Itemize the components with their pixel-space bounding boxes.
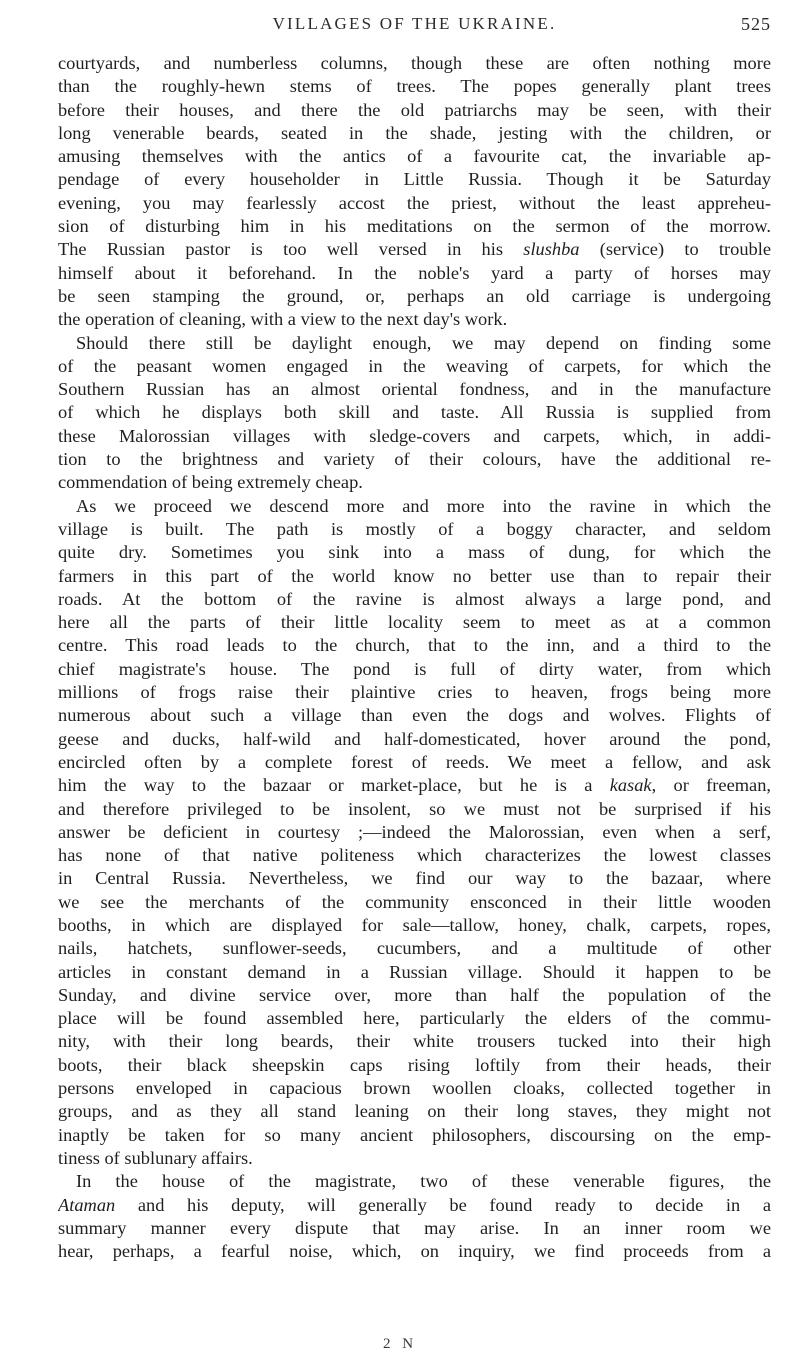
line-text: tiness of sublunary affairs. <box>58 1147 253 1168</box>
text-line <box>58 75 771 98</box>
text-line <box>58 728 771 751</box>
text-line <box>58 681 771 704</box>
line-text: In the house of the magistrate, two of these venerable figures, the <box>76 1171 771 1192</box>
text-line <box>58 844 771 867</box>
text-line <box>58 821 771 844</box>
line-text: in Central Russia. Nevertheless, we find our way to the bazaar, where <box>58 868 771 889</box>
text-line <box>58 914 771 937</box>
line-text: nails, hatchets, sunflower-seeds, cucumbers, and a multitude of other <box>58 938 771 959</box>
text-line <box>58 984 771 1007</box>
text-line <box>58 262 771 285</box>
text-line <box>58 541 771 564</box>
line-text: chief magistrate's house. The pond is full of dirty water, from which <box>58 658 771 679</box>
line-text: amusing themselves with the antics of a favourite cat, the invariable ap- <box>58 146 771 167</box>
line-text: answer be deficient in courtesy ;—indeed the Malorossian, even when a serf, <box>58 821 771 842</box>
line-text: Sunday, and divine service over, more than half the population of the <box>58 984 771 1005</box>
line-text: place will be found assembled here, particularly the elders of the commu- <box>58 1008 771 1029</box>
page-number: 525 <box>741 14 771 34</box>
text-line <box>58 308 771 331</box>
text-line <box>58 355 771 378</box>
italic-term: slushba <box>523 239 580 260</box>
text-line <box>58 471 771 494</box>
line-text: booths, in which are displayed for sale—tallow, honey, chalk, carpets, ropes, <box>58 914 771 935</box>
line-text: persons enveloped in capacious brown woollen cloaks, collected together in <box>58 1078 771 1099</box>
line-text: the operation of cleaning, with a view to the next day's work. <box>58 309 508 330</box>
line-text: has none of that native politeness which characterizes the lowest classes <box>58 845 771 866</box>
line-text: these Malorossian villages with sledge-covers and carpets, which, in addi- <box>58 425 771 446</box>
line-text: sion of disturbing him in his meditations on the sermon of the morrow. <box>58 216 771 237</box>
text-line <box>58 215 771 238</box>
text-line <box>58 1217 771 1240</box>
text-line <box>58 378 771 401</box>
italic-term: Ataman <box>58 1194 116 1215</box>
running-title: VILLAGES OF THE UKRAINE. <box>272 14 557 33</box>
text-line <box>58 1077 771 1100</box>
text-line <box>58 1147 771 1170</box>
text-line <box>58 1007 771 1030</box>
running-head <box>58 14 771 44</box>
text-line <box>58 588 771 611</box>
text-line <box>58 937 771 960</box>
text-line <box>58 774 771 797</box>
text-line <box>58 1030 771 1053</box>
line-text: we see the merchants of the community ensconced in their little wooden <box>58 891 771 912</box>
line-text: pendage of every householder in Little Russia. Though it be Saturday <box>58 169 771 190</box>
line-text: farmers in this part of the world know no better use than to repair their <box>58 565 771 586</box>
line-text: roads. At the bottom of the ravine is almost always a large pond, and <box>58 588 771 609</box>
line-text: himself about it beforehand. In the noble's yard a party of horses may <box>58 262 771 283</box>
text-line <box>58 704 771 727</box>
text-line <box>58 634 771 657</box>
line-text: be seen stamping the ground, or, perhaps an old carriage is undergoing <box>58 285 771 306</box>
signature-mark: 2 N <box>382 1336 418 1352</box>
line-text: centre. This road leads to the church, that to the inn, and a third to the <box>58 635 771 656</box>
line-text-continued: and his deputy, will generally be found ready to decide in a <box>115 1194 771 1215</box>
text-line <box>58 238 771 261</box>
italic-term: kasak <box>609 775 652 796</box>
line-text: Southern Russian has an almost oriental fondness, and in the manufacture <box>58 379 771 400</box>
line-text: commendation of being extremely cheap. <box>58 472 363 493</box>
line-text: than the roughly-hewn stems of trees. The popes generally plant trees <box>58 76 771 97</box>
line-text: evening, you may fearlessly accost the priest, without the least appreheu- <box>58 192 771 213</box>
line-text: tion to the brightness and variety of their colours, have the additional re- <box>58 449 771 470</box>
line-text: articles in constant demand in a Russian village. Should it happen to be <box>58 961 771 982</box>
line-text: nity, with their long beards, their white trousers tucked into their high <box>58 1031 771 1052</box>
text-line <box>58 99 771 122</box>
line-text: of the peasant women engaged in the weaving of carpets, for which the <box>58 355 771 376</box>
text-line <box>58 1100 771 1123</box>
text-line <box>58 658 771 681</box>
line-text-continued: (service) to trouble <box>579 239 771 260</box>
text-line <box>58 961 771 984</box>
line-text: village is built. The path is mostly of a boggy character, and seldom <box>58 518 771 539</box>
line-text: long venerable beards, seated in the shade, jesting with the children, or <box>58 122 771 143</box>
line-text: summary manner every dispute that may arise. In an inner room we <box>58 1217 771 1238</box>
text-line <box>58 1194 771 1217</box>
line-text: and therefore privileged to be insolent, so we must not be surprised if his <box>58 798 771 819</box>
line-text: him the way to the bazaar or market-place, but he is a <box>58 775 610 796</box>
text-line <box>58 798 771 821</box>
text-line <box>58 1054 771 1077</box>
text-line <box>58 611 771 634</box>
text-line <box>58 751 771 774</box>
line-text: The Russian pastor is too well versed in his <box>58 239 524 260</box>
text-line <box>58 425 771 448</box>
text-line <box>58 401 771 424</box>
text-line <box>58 52 771 75</box>
text-line <box>58 285 771 308</box>
line-text: numerous about such a village than even the dogs and wolves. Flights of <box>58 705 771 726</box>
line-text: groups, and as they all stand leaning on their long staves, they might not <box>58 1101 771 1122</box>
text-line <box>58 332 771 355</box>
text-line <box>58 192 771 215</box>
text-line <box>58 1240 771 1263</box>
text-line <box>58 448 771 471</box>
body-text <box>58 52 771 1263</box>
line-text: boots, their black sheepskin caps rising loftily from their heads, their <box>58 1054 771 1075</box>
line-text: As we proceed we descend more and more into the ravine in which the <box>76 495 771 516</box>
line-text: before their houses, and there the old patriarchs may be seen, with their <box>58 99 771 120</box>
line-text: encircled often by a complete forest of reeds. We meet a fellow, and ask <box>58 751 771 772</box>
line-text: inaptly be taken for so many ancient philosophers, discoursing on the emp- <box>58 1124 771 1145</box>
line-text: geese and ducks, half-wild and half-domesticated, hover around the pond, <box>58 728 771 749</box>
line-text: of which he displays both skill and taste. All Russia is supplied from <box>58 402 771 423</box>
line-text: courtyards, and numberless columns, though these are often nothing more <box>58 53 771 73</box>
text-line <box>58 1124 771 1147</box>
text-line <box>58 891 771 914</box>
text-line <box>58 1170 771 1193</box>
line-text: millions of frogs raise their plaintive cries to heaven, frogs being more <box>58 682 771 703</box>
text-line <box>58 145 771 168</box>
line-text: Should there still be daylight enough, we may depend on finding some <box>76 332 771 353</box>
text-line <box>58 495 771 518</box>
line-text: quite dry. Sometimes you sink into a mass of dung, for which the <box>58 542 771 563</box>
text-line <box>58 867 771 890</box>
text-line <box>58 518 771 541</box>
line-text: hear, perhaps, a fearful noise, which, on inquiry, we find proceeds from a <box>58 1241 771 1262</box>
text-line <box>58 122 771 145</box>
line-text-continued: , or freeman, <box>651 775 771 796</box>
text-line <box>58 168 771 191</box>
text-line <box>58 565 771 588</box>
line-text: here all the parts of their little locality seem to meet as at a common <box>58 612 771 633</box>
